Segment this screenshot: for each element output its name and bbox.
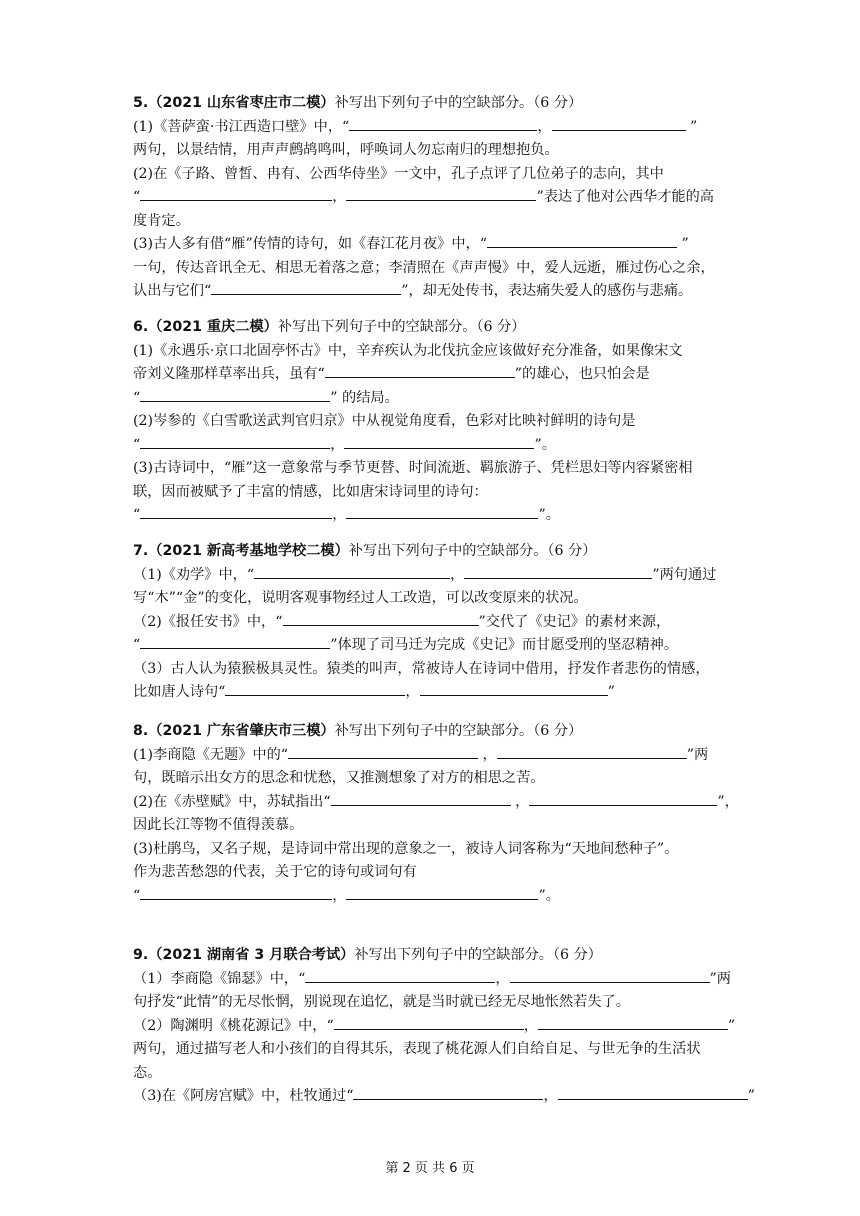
question-text: 度肯定。: [133, 212, 190, 229]
question-6: [133, 316, 737, 528]
question-text: 补写出下列句子中的空缺部分。（6 分）: [277, 319, 526, 335]
answer-blank[interactable]: [552, 116, 686, 131]
question-text: ”体现了司马迁为完成《史记》而甘愿受刑的坚忍精神。: [330, 637, 679, 653]
question-text: （2）陶渊明《桃花源记》中，“: [133, 1017, 334, 1034]
question-title: [133, 540, 737, 564]
question-title: [133, 316, 737, 340]
question-title: [133, 720, 737, 744]
answer-blank[interactable]: [538, 1015, 728, 1030]
question-text: 联，因而被赋予了丰富的情感，比如唐宋诗词里的诗句：: [133, 483, 488, 500]
question-text: (1)《菩萨蛮·书江西造口壁》中，“: [133, 118, 350, 135]
question-5: [133, 92, 737, 304]
question-line: [133, 658, 737, 682]
question-title: [133, 944, 737, 968]
question-text: ，: [332, 887, 347, 904]
answer-blank[interactable]: [140, 504, 332, 519]
question-text: (2)在《赤壁赋》中，苏轼指出“: [133, 793, 331, 810]
answer-blank[interactable]: [529, 791, 717, 806]
question-text: (3)杜鹃鸟，又名子规，是诗词中常出现的意象之一，被诗人词客称为“天地间愁种子”。: [133, 840, 679, 857]
answer-blank[interactable]: [211, 280, 401, 295]
question-text: ”两: [686, 746, 709, 763]
question-line: [133, 1085, 755, 1109]
question-text: ”交代了《史记》的素材来源，: [478, 613, 671, 630]
question-text: 两句，以景结情，用声声鹧鸪鸣叫，呼唤词人勿忘南归的理想抱负。: [133, 142, 559, 158]
answer-blank[interactable]: [140, 434, 330, 449]
question-text: “: [133, 507, 141, 523]
question-line: [133, 814, 737, 838]
question-text: ”，: [717, 793, 739, 810]
question-number: 7.（2021 新高考基地学校二模）: [133, 543, 349, 559]
question-text: “: [133, 637, 141, 653]
answer-blank[interactable]: [225, 681, 405, 696]
question-text: 两句，通过描写老人和小孩们的自得其乐，表现了桃花源人们自给自足、与世无争的生活状: [133, 1041, 701, 1057]
question-text: 因此长江等物不值得羡慕。: [133, 817, 304, 833]
answer-blank[interactable]: [346, 186, 536, 201]
question-text: ”: [747, 1088, 755, 1104]
question-line: [133, 387, 737, 411]
question-line: [133, 410, 737, 434]
question-text: ”: [685, 118, 698, 135]
answer-blank[interactable]: [140, 634, 330, 649]
question-line: [133, 991, 737, 1015]
question-text: ，: [537, 118, 552, 135]
question-text: (2)岑参的《白雪歌送武判官归京》中从视觉角度看，色彩对比映衬鲜明的诗句是: [133, 413, 636, 429]
question-text: 认出与它们“: [133, 283, 212, 299]
question-text: (2)在《子路、曾皙、冉有、公西华侍坐》一文中，孔子点评了几位弟子的志向，其中: [133, 165, 664, 182]
question-text: ，: [478, 746, 497, 763]
question-line: [133, 611, 737, 635]
question-number: 5.（2021 山东省枣庄市二模）: [133, 95, 335, 111]
question-line: [133, 1038, 737, 1062]
answer-blank[interactable]: [254, 564, 450, 579]
answer-blank[interactable]: [497, 744, 687, 759]
question-text: 句抒发“此情”的无尽怅惘，别说现在追忆，就是当时就已经无尽地怅然若失了。: [133, 994, 630, 1010]
question-line: [133, 280, 737, 304]
question-text: ”两句通过: [652, 566, 717, 583]
answer-blank[interactable]: [331, 791, 511, 806]
question-text: （3)在《阿房宫赋》中，杜牧通过“: [133, 1088, 354, 1104]
answer-blank[interactable]: [349, 116, 537, 131]
question-text: 态。: [133, 1064, 162, 1081]
question-text: “: [133, 436, 141, 453]
question-line: [133, 861, 737, 885]
question-text: ，: [330, 436, 345, 453]
question-number: 8.（2021 广东省肇庆市三模）: [133, 723, 335, 739]
question-text: ”: [727, 1017, 736, 1034]
answer-blank[interactable]: [346, 504, 538, 519]
question-text: ”: [607, 684, 615, 700]
question-text: ，: [332, 189, 347, 205]
answer-blank[interactable]: [140, 885, 332, 900]
question-number: 6.（2021 重庆二模）: [133, 319, 278, 335]
answer-blank[interactable]: [334, 1015, 524, 1030]
question-text: ”: [676, 236, 689, 252]
answer-blank[interactable]: [140, 387, 330, 402]
question-text: “: [133, 887, 141, 904]
answer-blank[interactable]: [353, 1085, 543, 1100]
question-line: [133, 838, 737, 862]
answer-blank[interactable]: [346, 885, 538, 900]
question-text: “: [133, 389, 141, 406]
question-text: 帝刘义隆那样草率出兵，虽有“: [133, 366, 325, 382]
question-line: [133, 139, 737, 163]
answer-blank[interactable]: [344, 434, 534, 449]
question-text: ，: [332, 507, 347, 523]
question-line: [133, 210, 737, 234]
question-line: [133, 587, 737, 611]
question-line: [133, 1015, 737, 1039]
question-8: [133, 720, 737, 908]
question-text: ，: [450, 566, 465, 583]
question-text: 写“木”“金”的变化，说明客观事物经过人工改造，可以改变原来的状况。: [133, 590, 588, 606]
question-text: ，: [405, 684, 420, 700]
question-text: 一句，传达音讯全无、相思无着落之意；李清照在《声声慢》中，爱人远逝，雁过伤心之余，: [133, 259, 715, 276]
question-text: 作为悲苦愁怨的代表，关于它的诗句或词句有: [133, 864, 417, 880]
question-line: [133, 233, 737, 257]
answer-blank[interactable]: [283, 611, 479, 626]
question-text: ，: [495, 970, 510, 987]
question-text: 补写出下列句子中的空缺部分。（6 分）: [354, 947, 602, 963]
question-text: “: [133, 189, 141, 205]
answer-blank[interactable]: [140, 186, 332, 201]
question-text: ”。: [534, 436, 556, 453]
question-text: ”表达了他对公西华才能的高: [536, 189, 714, 205]
question-line: [133, 1062, 737, 1086]
question-text: (3)古诗词中，“雁”这一意象常与季节更替、时间流逝、羁旅游子、凭栏思妇等内容紧密相: [133, 460, 693, 476]
question-line: [133, 434, 737, 458]
question-text: （1）李商隐《锦瑟》中，“: [133, 970, 306, 987]
question-title: [133, 92, 737, 116]
question-line: [133, 163, 737, 187]
question-text: ”的雄心，也只怕会是: [514, 366, 650, 382]
question-line: [133, 744, 737, 768]
question-line: [133, 968, 737, 992]
answer-blank[interactable]: [288, 744, 478, 759]
question-text: (3)古人多有借“雁”传情的诗句，如《春江花月夜》中，“: [133, 236, 487, 252]
answer-blank[interactable]: [325, 363, 515, 378]
question-line: [133, 634, 737, 658]
question-line: [133, 791, 737, 815]
question-line: [133, 564, 737, 588]
answer-blank[interactable]: [510, 968, 710, 983]
question-text: ，: [510, 793, 530, 810]
question-text: 比如唐人诗句“: [133, 684, 226, 700]
question-line: [133, 885, 737, 909]
question-text: 补写出下列句子中的空缺部分。（6 分）: [348, 543, 597, 559]
question-text: 补写出下列句子中的空缺部分。（6 分）: [334, 95, 583, 111]
question-text: （2)《报任安书》中，“: [133, 613, 283, 630]
question-line: [133, 257, 737, 281]
question-line: [133, 340, 737, 364]
question-9: [133, 944, 755, 1109]
question-line: [133, 681, 737, 705]
question-text: （3）古人认为猿猴极具灵性。猿类的叫声，常被诗人在诗词中借用，抒发作者悲伤的情感，: [133, 660, 710, 677]
question-line: [133, 116, 737, 140]
question-text: ” 的结局。: [330, 389, 399, 406]
page-footer: 第 2 页 共 6 页: [385, 1161, 475, 1176]
question-line: [133, 504, 737, 528]
question-text: （1)《劝学》中，“: [133, 566, 255, 583]
question-text: 补写出下列句子中的空缺部分。（6 分）: [334, 723, 583, 739]
question-text: (1)李商隐《无题》中的“: [133, 746, 289, 763]
question-line: [133, 186, 737, 210]
question-text: ，: [543, 1088, 558, 1104]
question-text: 句，既暗示出女方的思念和忧愁，又推测想象了对方的相思之苦。: [133, 770, 545, 786]
answer-blank[interactable]: [305, 968, 495, 983]
question-line: [133, 457, 737, 481]
question-text: ”，却无处传书，表达痛失爱人的感伤与悲痛。: [401, 283, 693, 299]
answer-blank[interactable]: [487, 233, 677, 248]
question-text: ，: [523, 1017, 538, 1034]
answer-blank[interactable]: [464, 564, 652, 579]
question-line: [133, 767, 737, 791]
answer-blank[interactable]: [420, 681, 608, 696]
answer-blank[interactable]: [558, 1085, 748, 1100]
question-text: ”。: [538, 887, 560, 904]
question-line: [133, 481, 737, 505]
question-line: [133, 363, 737, 387]
question-text: ”两: [709, 970, 731, 987]
question-text: (1)《永遇乐·京口北固亭怀古》中，辛弃疾认为北伐抗金应该做好充分准备，如果像宋文: [133, 342, 683, 359]
question-text: ”。: [538, 507, 560, 523]
question-number: 9.（2021 湖南省 3 月联合考试）: [133, 947, 355, 963]
question-7: [133, 540, 737, 705]
